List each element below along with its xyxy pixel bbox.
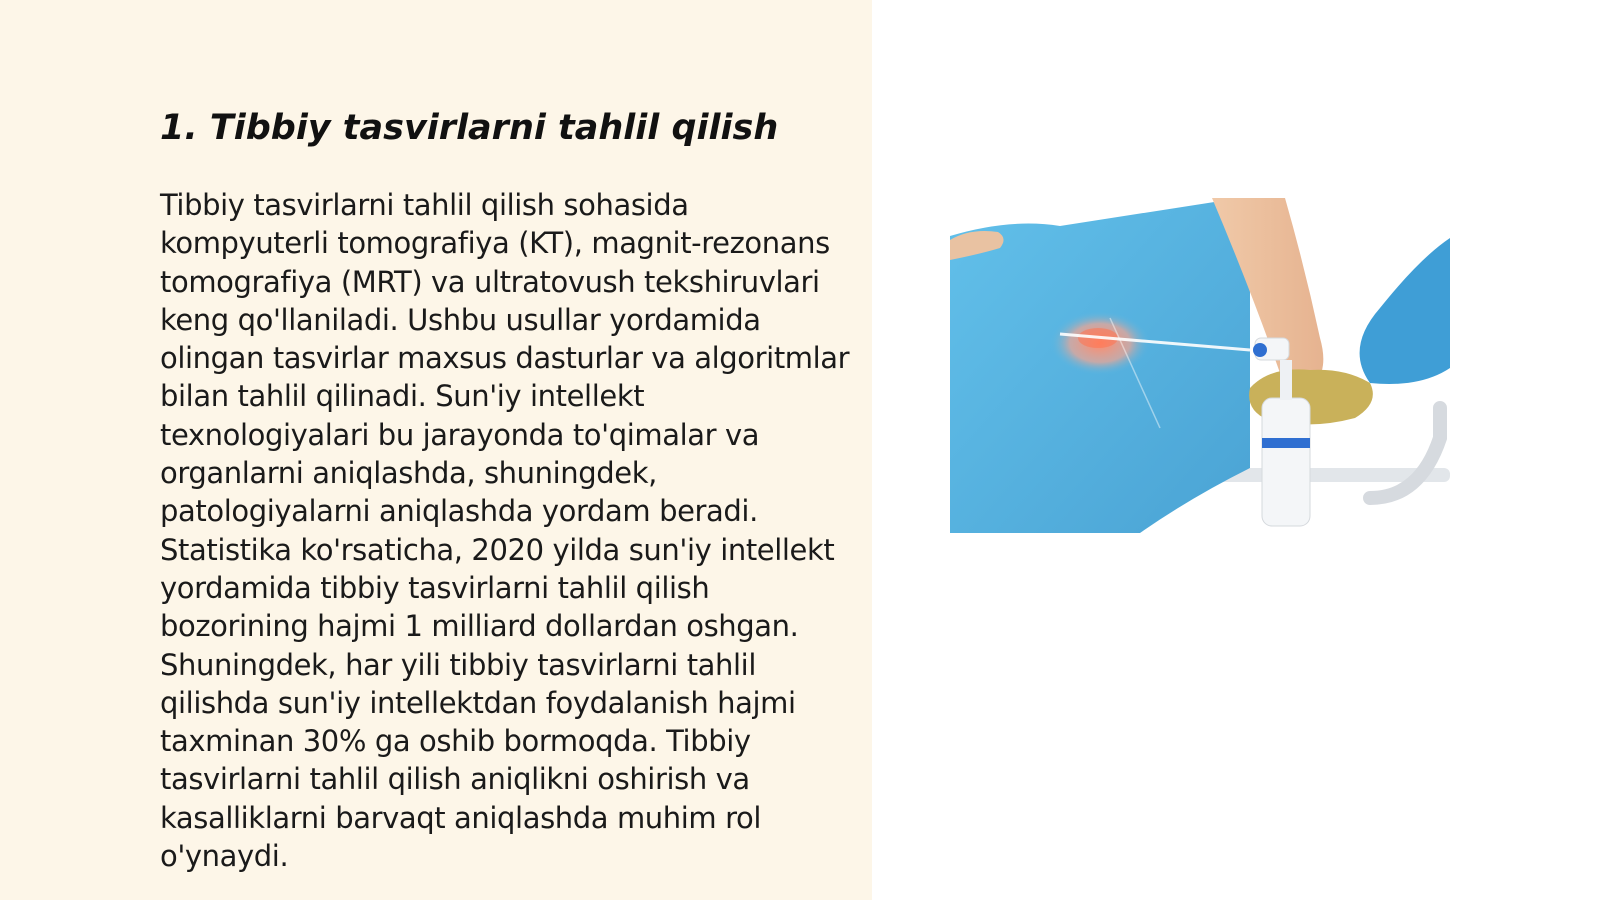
slide-heading: 1. Tibbiy tasvirlarni tahlil qilish [160, 108, 779, 148]
medical-procedure-illustration [950, 198, 1450, 533]
operator-sleeve [1360, 238, 1450, 384]
slide-body-text: Tibbiy tasvirlarni tahlil qilish sohasida kompyuterli tomografiya (KT), magnit-rezonans tomografiya (MRT) va ultratovush tekshiruvlari keng qo'llaniladi. Ushbu usullar yordamida olingan tasvirlar maxsus dasturlar va algoritmlar bilan tahlil qilinadi. Sun'iy intellekt texnologiyalari bu jarayonda to'qimalar va organlarni aniqlashda, shuningdek, patologiyalarni aniqlashda yordam beradi. Statistika ko'rsaticha, 2020 yilda sun'iy intellekt yordamida tibbiy tasvirlarni tahlil qilish bozorining hajmi 1 milliard dollardan oshgan. Shuningdek, har yili tibbiy tasvirlarni tahlil qilishda sun'iy intellektdan foydalanish hajmi taxminan 30% ga oshib bormoqda. Tibbiy tasvirlarni tahlil qilish aniqlikni oshirish va kasalliklarni barvaqt aniqlashda muhim rol o'ynaydi. [160, 188, 850, 874]
